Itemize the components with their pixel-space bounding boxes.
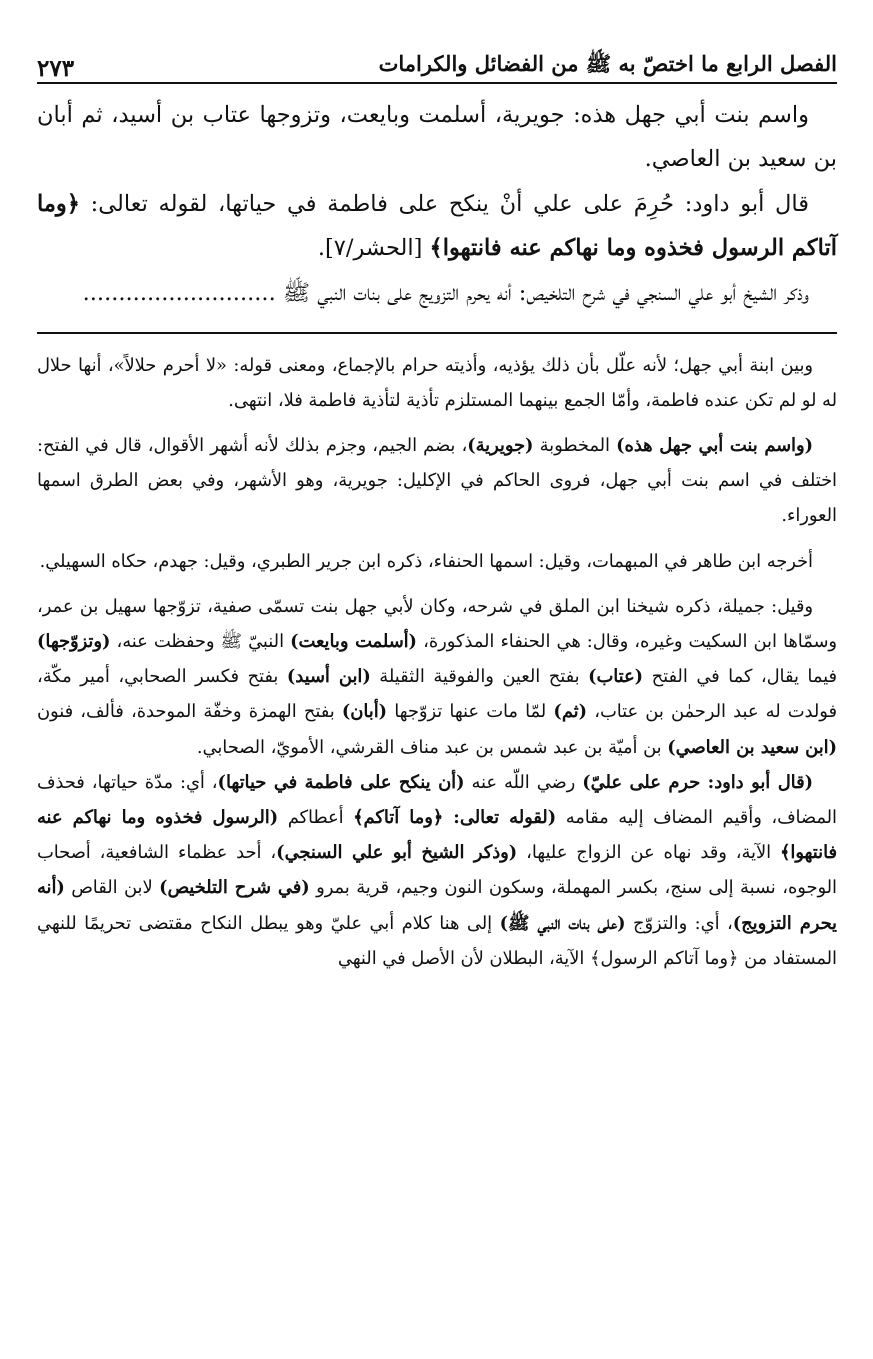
- quoted-phrase: (أسلمت وبايعت): [290, 630, 417, 652]
- commentary-text: رضي اللّه عنه: [464, 771, 583, 793]
- quoted-phrase: (عتاب): [588, 666, 644, 688]
- book-page: [37, 40, 837, 976]
- commentary-text: بفتح فكسر الصحابي، أمير مكّة، فولدت له عبد الرحمٰن بن عتاب،: [37, 666, 837, 723]
- commentary-text: بفتح الهمزة وخفّة الموحدة، فألف، فنون: [37, 701, 342, 723]
- section-divider: [37, 332, 837, 334]
- quoted-phrase: (أن ينكح على فاطمة في حياتها): [217, 771, 465, 793]
- matn-text: وذكر الشيخ أبو علي السنجي في شرح التلخيص: أنه يحرم التزويج على بنات النبي ﷺ: [282, 280, 809, 306]
- commentary-text: وقيل: جميلة، ذكره شيخنا ابن الملق في شرحه، وكان لأبي جهل بنت تسمّى صفية، تزوّجها سهيل بن عمر، وسمّاها ابن السكيت وغيره، وقال: هي الحنفاء المذكورة،: [37, 595, 837, 652]
- verse-reference: [الحشر/٧].: [317, 234, 430, 261]
- commentary-text: أعطاكم: [278, 806, 354, 828]
- quoted-phrase: (وذكر الشيخ أبو علي السنجي): [276, 842, 518, 864]
- commentary-text: المخطوبة: [533, 434, 617, 456]
- commentary-text: ، أي: مدّة حياتها، فحذف المضاف، وأقيم المضاف إليه مقامه: [37, 771, 837, 828]
- commentary-text: ، أي: والتزوّج: [625, 912, 733, 934]
- commentary: [37, 348, 837, 976]
- commentary-paragraph: [37, 428, 837, 534]
- commentary-text: إلى هنا كلام أبي عليّ وهو يبطل النكاح مقتضى تحريمًا للنهي المستفاد من ﴿وما آتاكم الرسول﴾ الآية، البطلان لأن الأصل في النهي: [37, 912, 837, 969]
- commentary-text: بن أميّة بن عبد شمس بن عبد مناف القرشي، الأمويّ، الصحابي.: [196, 736, 668, 758]
- quran-verse: ﴿وما آتاكم الرسول فخذوه وما نهاكم عنه فانتهوا﴾: [37, 191, 837, 261]
- commentary-paragraph: وبين ابنة أبي جهل؛ لأنه علّل بأن ذلك يؤذيه، وأذيته حرام بالإجماع، ومعنى قوله: «لا أحرم حلالاً»، أنها حلال له لو لم تكن عنده فاطمة، وأمّا الجمع بينهما المستلزم تأذية لتأذية فاطمة فلا، انتهى.: [37, 354, 837, 411]
- quoted-phrase: (أبان): [341, 701, 388, 723]
- quoted-phrase: (في شرح التلخيص): [159, 877, 310, 899]
- commentary-text: بفتح العين والفوقية الثقيلة: [370, 666, 589, 688]
- commentary-paragraph: أخرجه ابن طاهر في المبهمات، وقيل: اسمها الحنفاء، ذكره ابن جرير الطبري، وقيل: جهدم، حكاه السهيلي.: [39, 550, 813, 572]
- commentary-paragraph: [37, 589, 837, 765]
- commentary-text: فيما يقال، كما في الفتح: [643, 666, 837, 688]
- quoted-phrase: (وتزوّجها): [37, 630, 111, 652]
- matn-paragraph: واسم بنت أبي جهل هذه: جويرية، أسلمت وبايعت، وتزوجها عتاب بن أسيد، ثم أبان بن سعيد بن العاصي.: [37, 102, 837, 172]
- matn-text: قال أبو داود: حُرِمَ على علي أنْ ينكح على فاطمة في حياتها، لقوله تعالى:: [79, 191, 810, 217]
- commentary-text: الآية، وقد نهاه عن الزواج عليها،: [517, 842, 781, 864]
- running-header: [37, 40, 837, 84]
- quoted-phrase: (على بنات النبي ﷺ): [499, 912, 626, 934]
- quoted-phrase: (جويرية): [467, 434, 534, 456]
- ellipsis-dots: ...........................: [82, 280, 276, 306]
- commentary-text: ، أحد عظماء الشافعية، أصحاب الوجوه، نسبة إلى سنج، بكسر المهملة، وسكون النون وجيم، قرية بمرو: [37, 842, 837, 899]
- main-text: [37, 94, 837, 316]
- quoted-phrase: (ثم): [553, 701, 588, 723]
- quoted-phrase: (قال أبو داود: حرم على عليّ): [582, 771, 813, 793]
- commentary-text: لمّا مات عنها تزوّجها: [387, 701, 554, 723]
- chapter-title: الفصل الرابع ما اختصّ به ﷺ من الفضائل والكرامات: [378, 51, 837, 76]
- matn-paragraph: [37, 183, 837, 270]
- matn-paragraph: [37, 272, 837, 316]
- commentary-text: لابن القاص: [64, 877, 160, 899]
- commentary-text: ، بضم الجيم، وجزم بذلك لأنه أشهر الأقوال، قال في الفتح: اختلف في اسم بنت أبي جهل، فروى الحاكم في الإكليل: جويرية، وهو الأشهر، وفي بعض الطرق اسمها العوراء.: [37, 434, 837, 527]
- commentary-text: النبيّ ﷺ وحفظت عنه،: [110, 630, 291, 652]
- quoted-phrase: (الرسول فخذوه وما نهاكم عنه فانتهوا﴾: [37, 806, 837, 864]
- page-number: ٢٧٣: [37, 55, 75, 82]
- quoted-phrase: (ابن سعيد بن العاصي): [667, 736, 837, 758]
- quoted-phrase: (ابن أسيد): [286, 666, 371, 688]
- quoted-phrase: (أنه يحرم التزويج): [37, 877, 837, 934]
- quoted-phrase: (لقوله تعالى: ﴿وما آتاكم﴾: [353, 806, 557, 828]
- commentary-paragraph: [37, 765, 837, 976]
- quoted-phrase: (واسم بنت أبي جهل هذه): [616, 434, 813, 456]
